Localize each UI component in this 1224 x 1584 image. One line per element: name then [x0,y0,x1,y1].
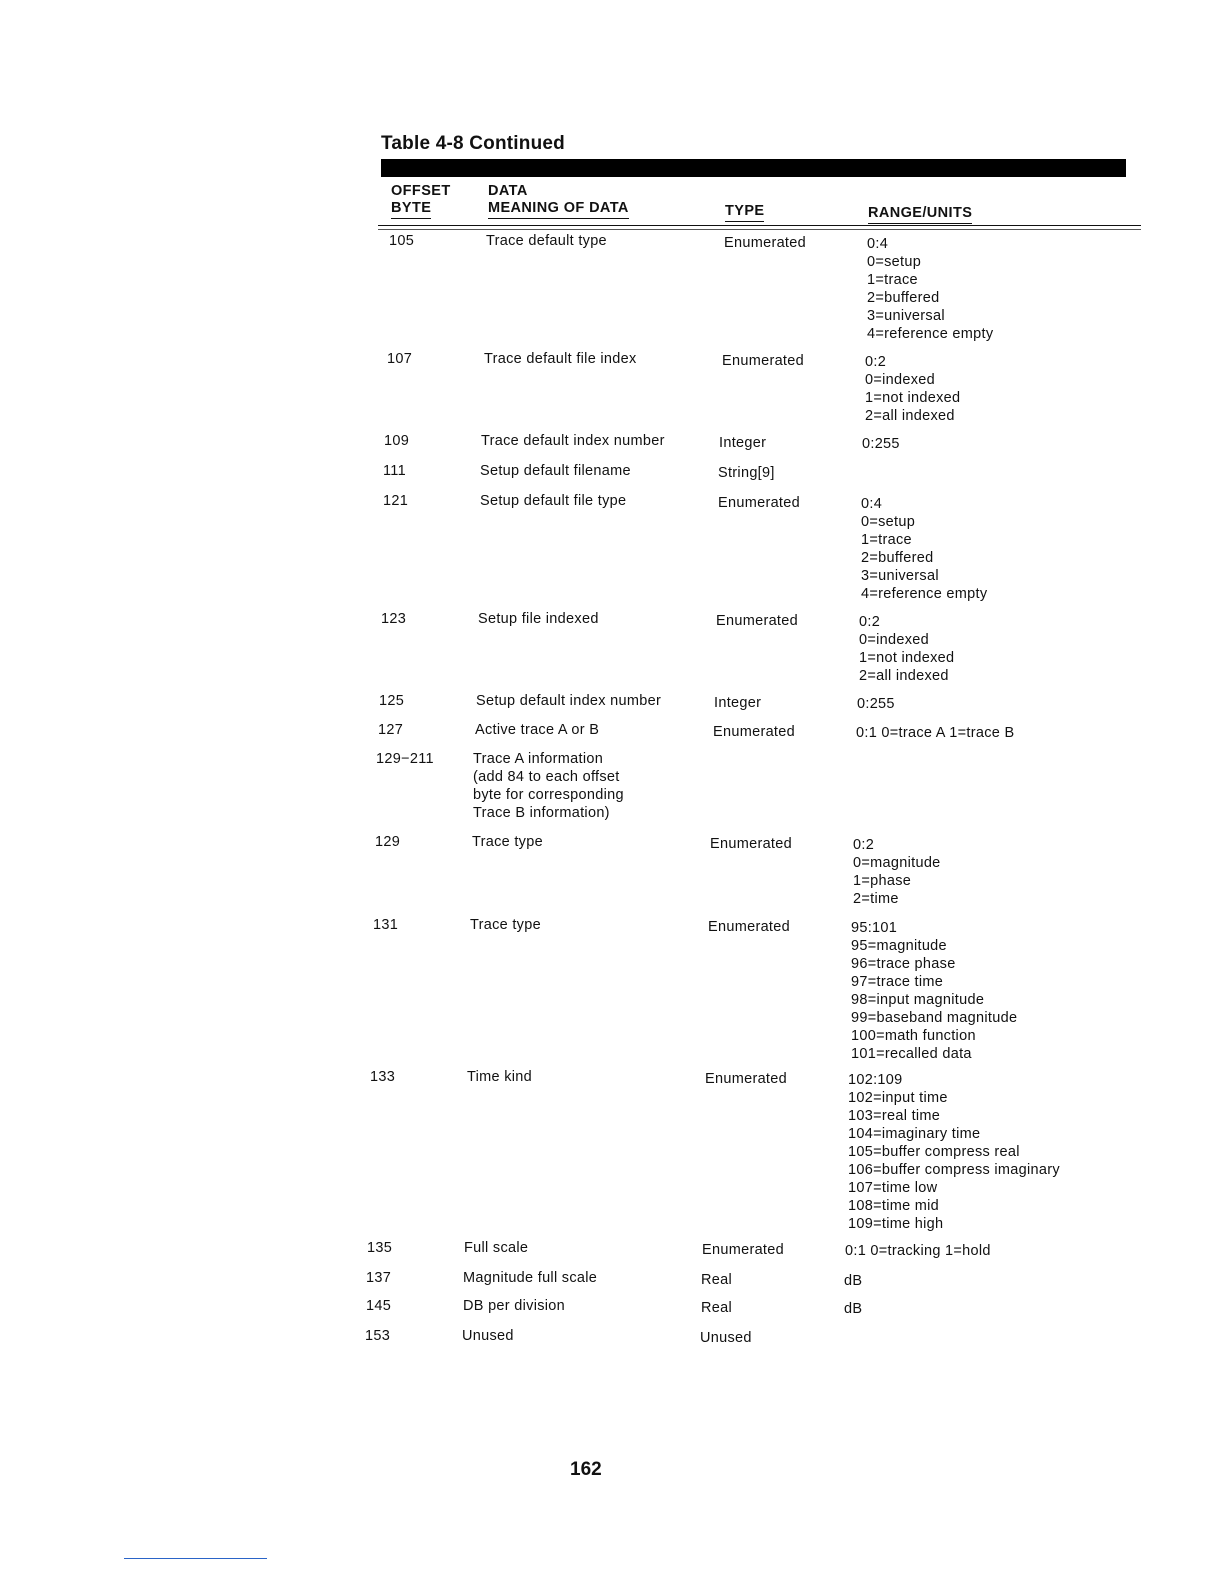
data-meaning [463,1269,597,1287]
meaning-line: DB per division [463,1298,566,1314]
data-meaning [481,432,665,450]
offset-byte: 133 [370,1069,396,1085]
header-range: RANGE/UNITS [868,204,972,224]
range-line: 4=reference empty [861,586,988,602]
offset-byte: 129 [375,834,401,850]
data-meaning [475,721,599,739]
meaning-line: Trace type [470,917,541,933]
range-line: 102:109 [848,1072,903,1088]
meaning-line: Magnitude full scale [463,1270,598,1286]
data-meaning [472,833,543,851]
range-units [857,695,895,713]
range-units [844,1272,862,1290]
meaning-line: (add 84 to each offset [473,769,620,785]
title-rule [381,159,1126,177]
table-title: Table 4-8 Continued [381,133,565,154]
meaning-line: Setup default file type [480,493,627,509]
data-meaning [480,462,631,480]
range-line: dB [844,1273,863,1289]
data-meaning [480,492,626,510]
range-units [861,495,987,603]
range-units [851,919,1017,1063]
range-line: 1=trace [861,532,912,548]
range-line: 3=universal [861,568,939,584]
data-type: Enumerated [716,613,798,629]
meaning-line: Trace default file index [484,351,637,367]
range-line: 97=trace time [851,974,944,990]
data-type: Enumerated [702,1242,784,1258]
header-data-line1: DATA [488,183,528,199]
header-rule-thin [378,229,1141,230]
footer-line [124,1558,267,1559]
range-line: 2=all indexed [865,408,955,424]
offset-byte: 125 [379,693,405,709]
range-line: 2=buffered [861,550,934,566]
range-line: 0=setup [861,514,916,530]
range-line: 2=buffered [867,290,940,306]
data-type: Enumerated [724,235,806,251]
data-type: Integer [714,695,762,711]
data-meaning [486,232,607,250]
range-line: 98=input magnitude [851,992,985,1008]
range-line: 108=time mid [848,1198,940,1214]
range-units [853,836,941,908]
meaning-line: Unused [462,1328,514,1344]
range-line: 0:255 [862,436,900,452]
range-units [845,1242,991,1260]
meaning-line: Setup default filename [480,463,631,479]
data-type: Enumerated [705,1071,787,1087]
range-units [867,235,993,343]
range-line: 0:4 [861,496,883,512]
offset-byte: 121 [383,493,409,509]
range-line: 0:2 [865,354,887,370]
data-type: Enumerated [718,495,800,511]
header-offset-line2: BYTE [391,199,431,219]
range-units [856,724,1014,742]
range-line: 0:255 [857,696,895,712]
range-line: 109=time high [848,1216,944,1232]
meaning-line: Full scale [464,1240,529,1256]
range-line: 100=math function [851,1028,976,1044]
offset-byte: 153 [365,1328,391,1344]
range-line: 96=trace phase [851,956,956,972]
header-offset-line1: OFFSET [391,183,451,199]
meaning-line: Active trace A or B [475,722,600,738]
offset-byte: 129−211 [376,751,434,767]
data-meaning [476,692,661,710]
range-line: 0=magnitude [853,855,941,871]
page-number: 162 [570,1459,602,1480]
data-type: Real [701,1300,733,1316]
range-line: 1=not indexed [865,390,961,406]
data-meaning [462,1327,514,1345]
range-line: 0:2 [853,837,875,853]
offset-byte: 123 [381,611,407,627]
data-meaning [484,350,637,368]
range-line: 102=input time [848,1090,948,1106]
range-units [859,613,954,685]
meaning-line: Trace A information [473,751,604,767]
header-data-line2: MEANING OF DATA [488,199,629,219]
range-line: 99=baseband magnitude [851,1010,1018,1026]
range-line: 104=imaginary time [848,1126,981,1142]
data-meaning [473,750,624,822]
range-line: 0=indexed [859,632,930,648]
offset-byte: 111 [383,463,406,479]
meaning-line: Trace B information) [473,805,610,821]
range-line: 4=reference empty [867,326,994,342]
range-line: 95:101 [851,920,898,936]
range-line: 0:4 [867,236,889,252]
range-line: 1=trace [867,272,918,288]
range-line: 0=indexed [865,372,936,388]
range-line: 2=all indexed [859,668,949,684]
range-line: 95=magnitude [851,938,947,954]
range-line: 3=universal [867,308,945,324]
header-type: TYPE [725,202,764,222]
range-line: 0=setup [867,254,922,270]
meaning-line: Setup default index number [476,693,662,709]
data-type: Enumerated [722,353,804,369]
range-units [865,353,960,425]
offset-byte: 145 [366,1298,392,1314]
range-line: 105=buffer compress real [848,1144,1020,1160]
range-line: 103=real time [848,1108,941,1124]
range-line: 101=recalled data [851,1046,972,1062]
range-line: 1=phase [853,873,912,889]
data-meaning [463,1297,565,1315]
offset-byte: 137 [366,1270,392,1286]
data-type: Enumerated [708,919,790,935]
meaning-line: Trace default type [486,233,607,249]
range-line: 1=not indexed [859,650,955,666]
offset-byte: 135 [367,1240,393,1256]
range-line: 106=buffer compress imaginary [848,1162,1060,1178]
data-type: Enumerated [710,836,792,852]
data-meaning [478,610,599,628]
range-line: 107=time low [848,1180,938,1196]
range-line: 0:1 0=trace A 1=trace B [856,725,1015,741]
meaning-line: Time kind [467,1069,533,1085]
data-type: Enumerated [713,724,795,740]
range-units [844,1300,862,1318]
range-line: 0:2 [859,614,881,630]
range-line: 2=time [853,891,899,907]
table-header [381,182,1141,226]
data-type: Real [701,1272,733,1288]
meaning-line: Trace default index number [481,433,665,449]
data-type: Integer [719,435,767,451]
data-meaning [467,1068,532,1086]
data-type: String[9] [718,465,775,481]
meaning-line: byte for corresponding [473,787,624,803]
offset-byte: 109 [384,433,410,449]
offset-byte: 105 [389,233,415,249]
range-units [862,435,900,453]
offset-byte: 107 [387,351,413,367]
data-meaning [464,1239,528,1257]
range-line: dB [844,1301,863,1317]
range-units [848,1071,1060,1233]
offset-byte: 131 [373,917,399,933]
header-rule [378,225,1141,226]
range-line: 0:1 0=tracking 1=hold [845,1243,991,1259]
meaning-line: Trace type [472,834,543,850]
data-type: Unused [700,1330,752,1346]
offset-byte: 127 [378,722,404,738]
meaning-line: Setup file indexed [478,611,599,627]
data-meaning [470,916,541,934]
